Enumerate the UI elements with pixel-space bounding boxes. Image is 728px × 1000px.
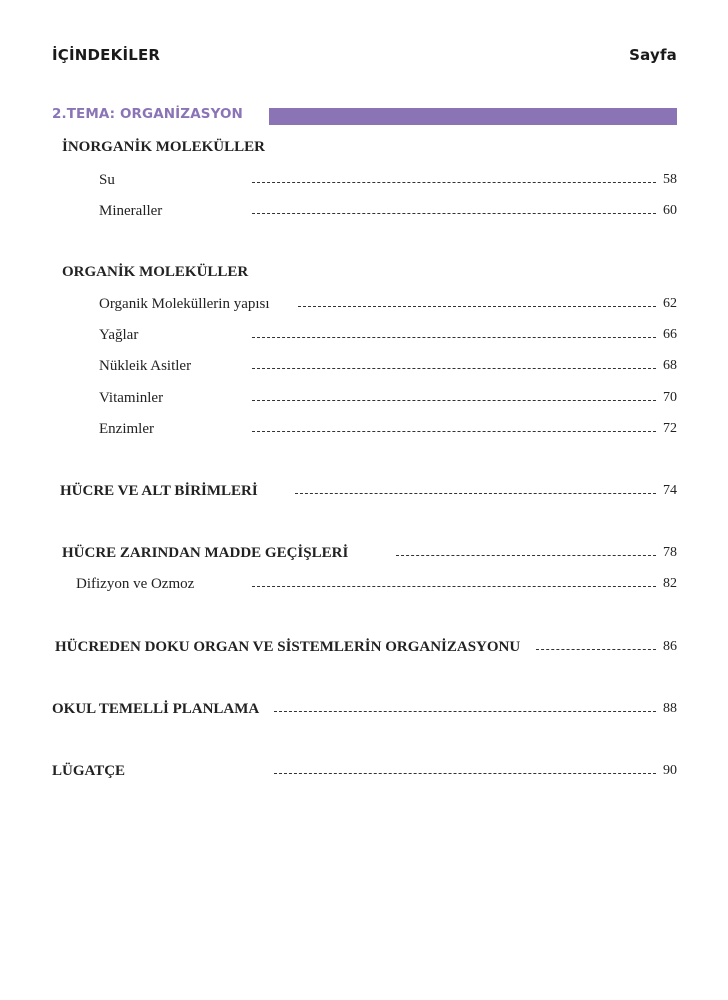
toc-entry-label: HÜCRE VE ALT BİRİMLERİ <box>60 483 258 499</box>
dot-leader <box>252 182 656 183</box>
toc-entry-label: Difizyon ve Ozmoz <box>76 576 195 592</box>
dot-leader <box>396 555 656 556</box>
dot-leader <box>252 431 656 432</box>
toc-entry-page: 58 <box>663 172 677 187</box>
toc-entry-page: 70 <box>663 390 677 405</box>
toc-entry-page: 72 <box>663 421 677 436</box>
toc-entry-label: Mineraller <box>99 203 163 219</box>
dot-leader <box>252 368 656 369</box>
theme-title: 2.TEMA: ORGANİZASYON <box>52 106 243 122</box>
toc-entry-nukleik-asitler[interactable] <box>99 358 677 378</box>
dot-leader <box>274 773 656 774</box>
section-heading-organic: ORGANİK MOLEKÜLLER <box>62 264 249 280</box>
toc-entry-page: 78 <box>663 545 677 560</box>
toc-entry-difizyon-ozmoz[interactable] <box>76 576 677 596</box>
toc-entry-yaglar[interactable] <box>99 327 677 347</box>
toc-entry-lugatce[interactable] <box>52 763 677 783</box>
dot-leader <box>274 711 656 712</box>
dot-leader <box>252 586 656 587</box>
toc-entry-page: 82 <box>663 576 677 591</box>
toc-entry-label: Enzimler <box>99 421 154 437</box>
toc-title: İÇİNDEKİLER <box>52 46 161 64</box>
toc-entry-label: LÜGATÇE <box>52 763 126 779</box>
dot-leader <box>252 400 656 401</box>
toc-entry-label: OKUL TEMELLİ PLANLAMA <box>52 701 260 717</box>
toc-entry-page: 88 <box>663 701 677 716</box>
dot-leader <box>252 337 656 338</box>
toc-entry-okul-temelli[interactable] <box>52 701 677 721</box>
toc-entry-page: 74 <box>663 483 677 498</box>
toc-entry-label: Yağlar <box>99 327 139 343</box>
toc-entry-hucre-alt-birimleri[interactable] <box>60 483 677 503</box>
toc-entry-page: 86 <box>663 639 677 654</box>
toc-entry-organik-yapi[interactable] <box>99 296 677 316</box>
toc-entry-page: 60 <box>663 203 677 218</box>
toc-entry-enzimler[interactable] <box>99 421 677 441</box>
toc-entry-label: Su <box>99 172 115 188</box>
dot-leader <box>295 493 656 494</box>
toc-entry-label: HÜCREDEN DOKU ORGAN VE SİSTEMLERİN ORGANİZASYONU <box>55 639 521 655</box>
toc-entry-vitaminler[interactable] <box>99 390 677 410</box>
toc-entry-label: Vitaminler <box>99 390 164 406</box>
toc-entry-mineraller[interactable] <box>99 203 677 223</box>
theme-bar <box>269 108 677 125</box>
toc-entry-label: Nükleik Asitler <box>99 358 192 374</box>
toc-entry-label: Organik Moleküllerin yapısı <box>99 296 270 312</box>
dot-leader <box>252 213 656 214</box>
toc-entry-page: 68 <box>663 358 677 373</box>
section-heading-inorganic: İNORGANİK MOLEKÜLLER <box>62 139 265 155</box>
toc-entry-hucre-zarindan[interactable] <box>62 545 677 565</box>
toc-entry-su[interactable] <box>99 172 677 192</box>
dot-leader <box>298 306 656 307</box>
toc-entry-label: HÜCRE ZARINDAN MADDE GEÇİŞLERİ <box>62 545 349 561</box>
dot-leader <box>536 649 656 650</box>
page-column-label: Sayfa <box>629 46 677 64</box>
toc-entry-page: 90 <box>663 763 677 778</box>
toc-entry-page: 66 <box>663 327 677 342</box>
toc-entry-hucreden-doku[interactable] <box>55 639 677 659</box>
toc-entry-page: 62 <box>663 296 677 311</box>
